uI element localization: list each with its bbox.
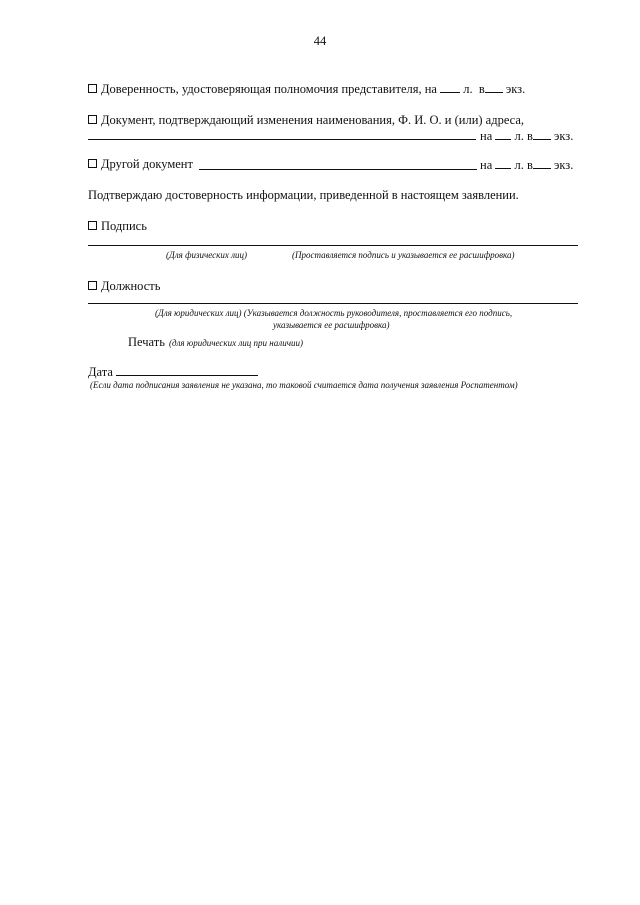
position-note-line1: (Для юридических лиц) (Указывается должность руководителя, проставляется его подпись, — [155, 308, 513, 318]
checkbox-position[interactable] — [88, 281, 97, 290]
row3-na-label: на — [480, 158, 493, 172]
date-blank[interactable] — [116, 364, 258, 376]
checkbox-power-of-attorney[interactable] — [88, 84, 97, 93]
row1-v-label: в — [478, 82, 485, 96]
row2-na-label: на — [480, 129, 493, 143]
row2-text: Документ, подтверждающий изменения наименования, Ф. И. О. и (или) адреса, — [101, 113, 525, 127]
stamp-label: Печать — [128, 335, 165, 349]
checkbox-other-document[interactable] — [88, 159, 97, 168]
row2-line[interactable] — [88, 139, 476, 140]
checkbox-signature[interactable] — [88, 221, 97, 230]
stamp-row — [128, 333, 303, 351]
row1-copies-blank[interactable] — [485, 81, 503, 93]
row1-sheets-blank[interactable] — [440, 81, 460, 93]
row2-copies-blank[interactable] — [533, 128, 551, 140]
date-label: Дата — [88, 365, 113, 379]
checkbox-name-change-document[interactable] — [88, 115, 97, 124]
row3-copies-blank[interactable] — [533, 157, 551, 169]
row3-text: Другой документ — [101, 157, 193, 171]
signature-label: Подпись — [101, 219, 147, 233]
row1-l-label: л. — [463, 82, 473, 96]
date-row — [88, 364, 258, 380]
position-row — [88, 279, 160, 294]
row3-line[interactable] — [199, 169, 477, 170]
page-number: 44 — [313, 34, 327, 48]
signature-row — [88, 219, 147, 234]
row2-sheets-blank[interactable] — [495, 128, 511, 140]
date-note: (Если дата подписания заявления не указана, то таковой считается дата получения заявления Роспатентом) — [90, 380, 518, 390]
confirm-text: Подтверждаю достоверность информации, приведенной в настоящем заявлении. — [88, 188, 519, 202]
row3-sheets-blank[interactable] — [495, 157, 511, 169]
signature-line[interactable] — [88, 245, 578, 246]
row3-ekz-label: экз. — [554, 158, 574, 172]
row-power-of-attorney — [88, 81, 525, 97]
row1-text: Доверенность, удостоверяющая полномочия представителя, на — [101, 82, 437, 96]
row2-ekz-label: экз. — [554, 129, 574, 143]
stamp-note: (для юридических лиц при наличии) — [168, 338, 303, 348]
position-label: Должность — [101, 279, 161, 293]
row3-sheets — [480, 157, 573, 173]
signature-note-right: (Проставляется подпись и указывается ее расшифровка) — [292, 250, 515, 260]
row2-sheets — [480, 128, 573, 144]
row1-ekz-label: экз. — [505, 82, 526, 96]
signature-note-left: (Для физических лиц) — [166, 250, 248, 260]
row-name-change-document — [88, 113, 524, 128]
position-note-line2: указывается ее расшифровка) — [273, 320, 390, 330]
row3-l-label: л. в — [514, 158, 533, 172]
row-other-document — [88, 157, 193, 172]
position-line[interactable] — [88, 303, 578, 304]
row2-l-label: л. в — [514, 129, 533, 143]
